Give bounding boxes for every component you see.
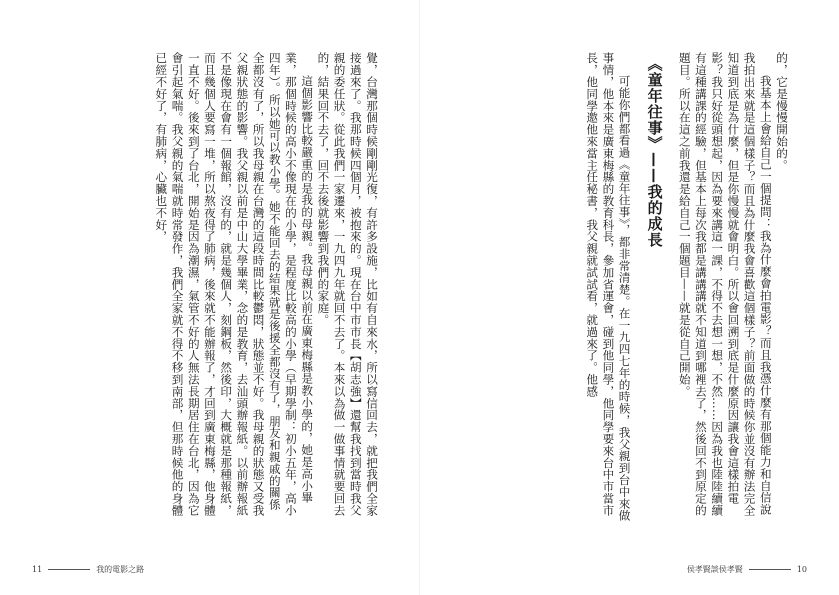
left-page-text bbox=[62, 52, 380, 522]
left-folio bbox=[32, 564, 144, 575]
right-folio bbox=[687, 564, 807, 575]
running-title: 侯孝賢談侯孝賢 bbox=[686, 565, 743, 574]
paragraph: 這個影響比較嚴重的是我的母親。我母親以前在廣東梅縣是教小學的，她是高小畢業，那個時候的高小不像現在的小學，是程度比較高的小學（早期學制：初小五年，高小四年）。所以她可以教小學。她不能回去的結果就是後援全都沒有了，朋友和親戚的關係全都沒有了，所以我母親在台灣的這段時間比較鬱悶，狀態並不好。我母親的狀態又受我父親狀態的影響。我父親以前是中山大學畢業，念的是教育，去汕頭辦報紙。以前辦報紙不是像現在會有一個報館，沒有的，就是幾個人，刻鋼板，然後印，大概就是那種報紙，而且幾個人要寫一堆，所以熬夜得了肺病，後來就不能辦報了，才回到廣東梅縣，他身體一直不好。後來到了台北，開始是因為潮濕，氣管不好的人無法長期居住在台北，因為它會引起氣喘。我父親的氣喘就時常發作，我們全家就不得不移到南部，但那時候他的身體已經不好了，有肺病，心臟也不好， bbox=[154, 52, 315, 517]
paragraph: 我基本上會給自己一個提問：我為什麼會拍電影？而且我憑什麼有那個能力和自信說我拍出來就是這個樣子？而且為什麼我會喜歡這個樣子？前面做的時候你並沒有辦法完全知道到底是為什麼，但是你慢慢就會明白。所以會回溯到底是什麼原因讓我會這樣拍電影？我只好從頭想起，因為要來講這一課，不得不去想一想，不然……因為我也陸陸續續有這種講課的經驗，但基本上每次我都是講講講就不知道到哪裡去了，然後回不到原定的題目。所以在這之前我還是給自己一個題目——就是從自己開始。 bbox=[677, 52, 773, 517]
paragraph: 的，它是慢慢開始的。 bbox=[775, 52, 789, 171]
folio-rule bbox=[749, 569, 791, 570]
running-title: 我的電影之路 bbox=[96, 565, 145, 574]
right-page-text bbox=[460, 52, 790, 522]
folio-rule bbox=[48, 569, 90, 570]
right-page bbox=[420, 0, 839, 595]
left-page bbox=[0, 0, 419, 595]
section-heading: 《童年往事》——我的成長 bbox=[645, 56, 664, 248]
page-number: 11 bbox=[32, 565, 43, 574]
paragraph: 覺，台灣那個時候剛剛光復，有許多設施，比如有自來水，所以寫信回去，就把我們全家接過來了。我那時候四個月，被抱來的。現在台中市市長【胡志強】還幫我找到當時我父親的委任狀。從此我們一家遷來，一九四九年就回不去了。本來以為做一做事情就要回去的，結果回不去了，回不去後就影響到我們的家庭。 bbox=[316, 52, 379, 517]
paragraph: 可能你們都看過《童年往事》，都非常清楚。在一九四七年的時候，我父親到台中來做事情，他本來是廣東梅縣的教育科長，參加省運會，碰到他同學，他同學要來台中市當市長，他同學邀他來當主任秘書，我父親就試試看，就過來了。他感 bbox=[585, 52, 632, 522]
page-number: 10 bbox=[796, 565, 807, 574]
